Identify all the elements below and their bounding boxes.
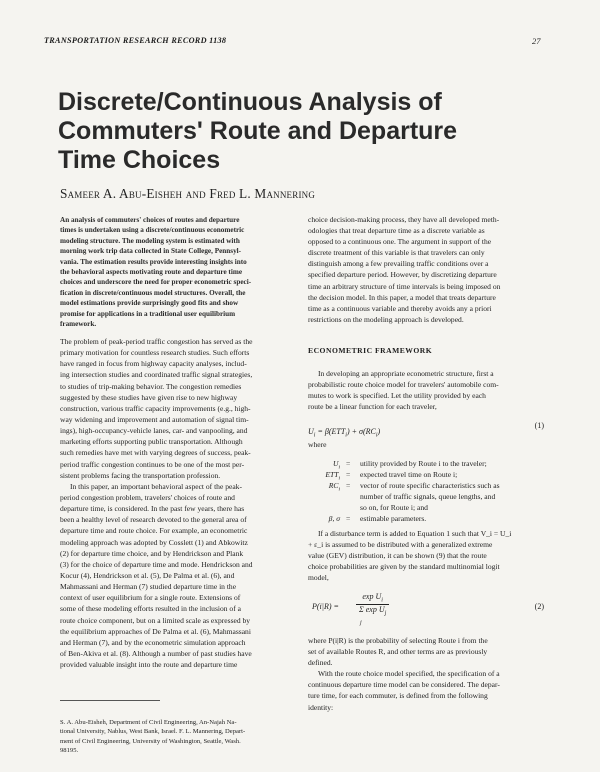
abstract-line: the behavioral aspects motivating route and departure time — [60, 267, 243, 276]
footnote-line: ment of Civil Engineering, University of Washington, Seattle, Wash. — [60, 737, 241, 745]
definition-symbol: $U_i$ — [332, 459, 340, 471]
author-1-rest: ameer A. Abu-Eisheh and — [67, 186, 210, 201]
body-line: route be a linear function for each traveler, — [308, 402, 437, 412]
section-heading: ECONOMETRIC FRAMEWORK — [308, 346, 433, 355]
body-line: model, — [308, 573, 329, 583]
body-line: construction, various traffic capacity improvements (e.g., high- — [60, 403, 251, 413]
author-2-initial: F — [209, 186, 217, 201]
definition-text: estimable parameters. — [360, 514, 427, 523]
abstract-line: model estimations provide surprisingly good fits and show — [60, 299, 239, 308]
definition-equals: = — [346, 470, 351, 479]
definition-text: number of traffic signals, queue lengths, and — [360, 492, 496, 501]
footnote-line: S. A. Abu-Eisheh, Department of Civil Engineering, An-Najah Na- — [60, 719, 237, 726]
body-line: ture time, for each commuter, is defined from the following — [308, 691, 488, 701]
body-line: In developing an appropriate econometric structure, first a — [318, 369, 494, 378]
body-line: context of user equilibrium for a single route. Extensions of — [60, 593, 241, 603]
definition-equals: = — [346, 514, 351, 523]
body-line: provided valuable insight into the route and departure time — [60, 660, 238, 670]
body-line: (3) for the choice of departure time and mode. Hendrickson and — [60, 559, 253, 569]
body-line: ing intersection studies and coordinated traffic signal strategies, — [60, 370, 253, 380]
author-1-initial: S — [60, 186, 68, 201]
equation-2-fraction — [356, 592, 389, 616]
body-right-framework — [308, 368, 544, 412]
body-line: time an arbitrary structure of time intervals is being imposed on — [308, 281, 501, 291]
body-line: departure time and route choice. For example, an econometric — [60, 526, 248, 536]
abstract-line: vania. The estimation results provide interesting insights into — [60, 257, 247, 266]
footnote-rule — [60, 700, 160, 701]
paper-title — [58, 88, 528, 175]
title-line: Time Choices — [58, 146, 221, 174]
page-number: 27 — [532, 36, 541, 46]
body-line: probabilistic route choice model for travelers' automobile com- — [308, 380, 499, 390]
body-line: way widening and improvement and automation of signal tim- — [60, 414, 249, 424]
equation-1-body: $U_i = \beta(ETT_i) + \sigma(RC_i)$ — [308, 427, 381, 439]
body-line: set of available Routes R, and other terms are as previously — [308, 647, 488, 657]
body-line: route choice component, but on a limited scale as expressed by — [60, 615, 251, 625]
body-line: (2) for departure time choice, and by Hendrickson and Plank — [60, 548, 244, 558]
body-line: odologies that treat departure time as a discrete variable as — [308, 226, 485, 236]
definitions-list — [308, 458, 544, 524]
body-line: value (GEV) distribution, it can be shown (9) that the route — [308, 551, 487, 561]
body-line: marketing efforts supporting public transportation. Although — [60, 437, 243, 447]
definition-row — [308, 469, 544, 480]
body-right-disturbance — [308, 528, 544, 583]
body-line: and Herman (7), and by the econometric simulation approach — [60, 637, 246, 647]
definition-text: so on, for Route i; and — [360, 503, 428, 512]
body-line: the decision model. In this paper, a model that treats departure — [308, 292, 496, 302]
body-line: + ε_i is assumed to be distributed with a generalized extreme — [308, 540, 493, 550]
body-line: distinguish among a few prevailing traffic conditions over a — [308, 259, 489, 269]
body-line: time as a continuous variable and thereby avoids any a priori — [308, 303, 492, 313]
footnote-line: tional University, Nablus, West Bank, Israel. F. L. Mannering, Depart- — [60, 728, 246, 736]
body-line: the equilibrium approaches of De Palma et al. (6), Mahmassani — [60, 626, 251, 636]
equation-2-sum-index: j — [360, 620, 362, 626]
definition-equals: = — [346, 459, 351, 468]
definition-equals: = — [346, 481, 351, 490]
definition-text: utility provided by Route i to the traveler; — [360, 459, 487, 468]
body-line: to studies of trip-making behavior. The congestion remedies — [60, 381, 242, 391]
definition-symbol: β, σ — [328, 514, 340, 523]
body-right-intro — [308, 214, 544, 325]
body-line: If a disturbance term is added to Equation 1 such that V_i = U_i — [318, 529, 512, 538]
body-line: some of these modeling efforts resulted in the inclusion of a — [60, 604, 241, 614]
body-line: restrictions on the modeling approach is developed. — [308, 314, 464, 324]
title-line: Commuters' Route and Departure — [58, 117, 458, 145]
body-line: have ranged in focus from highway capacity analyses, includ- — [60, 359, 247, 369]
body-line: sistent problems facing the transportation profession. — [60, 470, 221, 480]
equation-2-lhs: P(i|R) = — [312, 602, 339, 611]
definition-row — [308, 491, 544, 502]
body-line: such remedies have met with varying degrees of success, peak- — [60, 448, 251, 458]
footnote-line: 98195. — [60, 747, 79, 755]
definition-row — [308, 480, 544, 491]
body-line: suggested by these studies have given rise to new highway — [60, 392, 238, 402]
equation-2-number: (2) — [534, 602, 544, 611]
abstract-line: choices and underscore the need for proper econometric speci- — [60, 278, 252, 287]
body-line: departure time, is considered. In the past few years, there has — [60, 504, 245, 514]
definition-row — [308, 513, 544, 524]
author-footnote — [60, 718, 296, 756]
body-line: specified departure period. However, by discretizing departure — [308, 270, 497, 280]
body-line: identity: — [308, 702, 334, 712]
abstract-line: framework. — [60, 319, 97, 328]
definition-text: expected travel time on Route i; — [360, 470, 458, 479]
equation-2 — [308, 592, 544, 628]
body-line: opposed to a continuous one. The argument in support of the — [308, 237, 492, 247]
body-line: ings), high-occupancy-vehicle lanes, car- and vanpooling, and — [60, 426, 248, 436]
abstract-line: modeling structure. The modeling system is estimated with — [60, 236, 240, 245]
definition-text: vector of route specific characteristics such as — [360, 481, 500, 490]
body-line: period congestion problem, travelers' choices of route and — [60, 492, 235, 502]
body-line: where P(i|R) is the probability of selecting Route i from the — [308, 636, 488, 645]
body-line: mutes to work is specified. Let the utility provided by each — [308, 391, 486, 401]
author-2-rest: red L. Mannering — [216, 186, 316, 201]
abstract — [60, 215, 296, 329]
abstract-line: times is undertaken using a discrete/continuous econometric — [60, 226, 245, 235]
authors — [60, 186, 315, 202]
abstract-line: An analysis of commuters' choices of routes and departure — [60, 216, 240, 224]
body-line: been a healthy level of research devoted to the general area of — [60, 515, 247, 525]
body-line: choice decision-making process, they have all developed meth- — [308, 215, 500, 224]
where-label: where — [308, 440, 327, 449]
body-line: choice probabilities are given by the standard multinomial logit — [308, 562, 500, 572]
definition-symbol: $RC_i$ — [328, 481, 340, 493]
body-line: The problem of peak-period traffic congestion has served as the — [60, 337, 253, 346]
body-line: In this paper, an important behavioral aspect of the peak- — [70, 481, 242, 491]
definition-symbol: $ETT_i$ — [325, 470, 340, 482]
body-line: Kocur (4), Hendrickson et al. (5), De Palma et al. (6), and — [60, 570, 235, 580]
body-line: primary motivation for countless research studies. Such efforts — [60, 348, 250, 358]
body-line: discrete treatment of this variable is that travelers can only — [308, 248, 485, 258]
title-line: Discrete/Continuous Analysis of — [58, 88, 442, 116]
equation-2-numerator: $\exp U_i$ — [356, 592, 389, 605]
body-line: modeling approach was adopted by Cosslett (1) and Abkowitz — [60, 537, 248, 547]
body-line: defined. — [308, 658, 333, 668]
body-right-departure — [308, 635, 544, 713]
journal-header: TRANSPORTATION RESEARCH RECORD 1138 — [44, 36, 227, 45]
definition-row — [308, 458, 544, 469]
body-line: With the route choice model specified, the specification of a — [318, 669, 500, 679]
body-line: continuous departure time model can be considered. The depar- — [308, 680, 500, 690]
body-line: Mahmassani and Herman (7) studied departure time in the — [60, 582, 237, 592]
abstract-line: fication in discrete/continuous model structures. Overall, the — [60, 288, 246, 297]
equation-1-number: (1) — [534, 421, 544, 430]
equation-2-denominator: Σ $\exp U_j$ — [359, 604, 387, 617]
body-line: of Ben-Akiva et al. (8). Although a number of past studies have — [60, 648, 252, 658]
equation-1 — [308, 421, 544, 439]
abstract-line: morning work trip data collected in State College, Pennsyl- — [60, 247, 242, 256]
body-left-column — [60, 336, 296, 670]
body-line: period traffic congestion continues to be one of the most per- — [60, 459, 245, 469]
abstract-line: promise for applications in a traditional user equilibrium — [60, 309, 236, 318]
definition-row — [308, 502, 544, 513]
